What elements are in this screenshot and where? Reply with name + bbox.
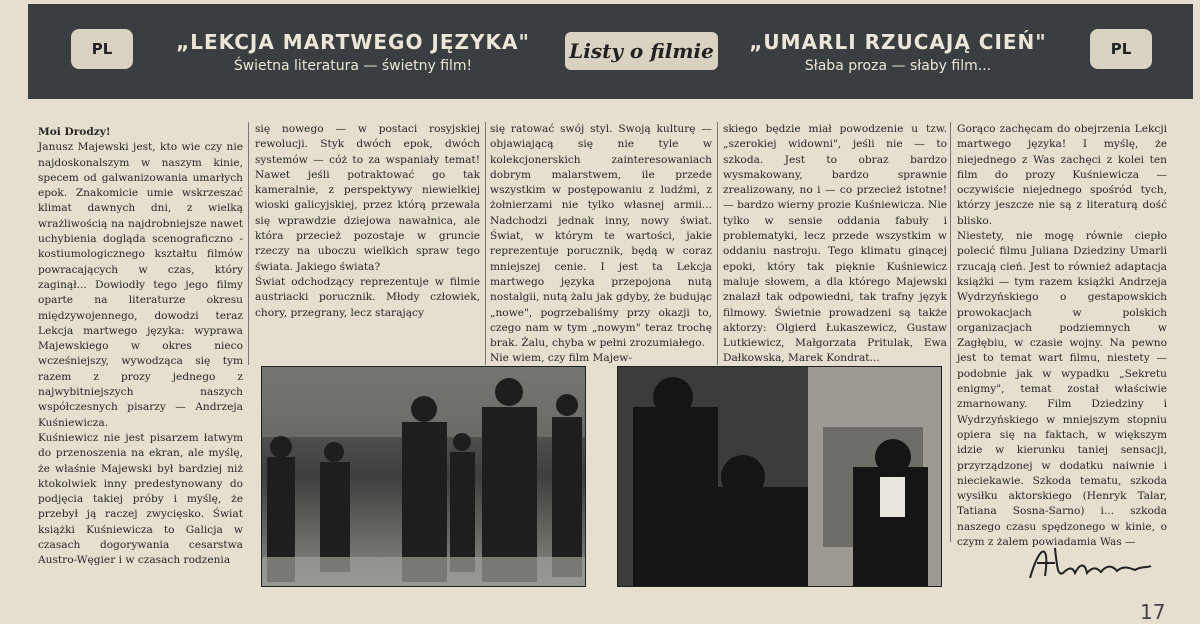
greeting: Moi Drodzy!	[38, 126, 111, 138]
column-3-text: się ratować swój styl. Swoją kulturę — objawiającą się nie tyle w kolekcjonerskich zainteresowaniach dobrym malarstwem, ile przede wszystkim w postępowaniu z ludźmi, z żołnierzami nie tylko własnej armii... Nadchodzi jednak inny, nowy świat. Świat, w którym te wartości, jakie reprezentuje porucznik, będą w coraz mniejszej cenie. I jest ta Lekcja martwego języka przepojona nutą nostalgii, nutą żalu jak gdyby, że budując „nowe", pogrzebaliśmy przy okazji to, czego nam w tym „nowym" teraz trochę brak. Żalu, chyba w pełni zrozumiałego. Nie wiem, czy film Majew-	[490, 123, 712, 365]
column-divider	[248, 122, 249, 365]
left-header-title: „LEKCJA MARTWEGO JĘZYKA"	[176, 30, 530, 54]
column-5	[957, 122, 1167, 549]
right-header	[728, 30, 1068, 74]
article-header	[28, 4, 1193, 99]
left-header	[158, 30, 548, 74]
author-signature	[1025, 538, 1155, 588]
column-1-text: Janusz Majewski jest, kto wie czy nie najdoskonalszym w naszym kinie, specem od galwanizowania umarłych epok. Znakomicie umie wskrzeszać klimat dawnych dni, z wielką wrażliwością na najdrobniejsze nawet uchybienia dogląda scenograficzno - kostiumologicznego kształtu filmów powracających w czas, który zaginął... Dowiodły tego jego filmy oparte na literaturze okresu międzywojennego, dowodzi teraz Lekcja martwego języka: wyprawa Majewskiego w okres nieco wcześniejszy, wywodząca się tym razem z prozy jednego z najwybitniejszych naszych współczesnych pisarzy — Andrzeja Kuśniewicza. Kuśniewicz nie jest pisarzem łatwym do przenoszenia na ekran, ale myślę, że właśnie Majewski był bardziej niż ktokolwiek inny predestynowany do podjęcia takiej próby i myślę, że przebył ją raczej zwycięsko. Świat książki Kuśniewicza to Galicja w czasach dogorywania cesarstwa Austro-Węgier i w czasach rodzenia	[38, 141, 243, 567]
column-4-text: skiego będzie miał powodzenie u tzw. „szerokiej widowni", jeśli nie — to szkoda. Jest to obraz bardzo wysmakowany, bardzo sprawnie zrealizowany, no i — co przecież istotne! — bardzo wierny prozie Kuśniewicza. Nie tylko w sensie oddania fabuły i problematyki, lecz przede wszystkim w oddaniu nastroju. Tego klimatu ginącej epoki, który tak pięknie Kuśniewicz maluje słowem, a dla którego Majewski znalazł tak odpowiedni, tak trafny język filmowy. Świetnie prowadzeni są także aktorzy: Olgierd Łukaszewicz, Gustaw Lutkiewicz, Małgorzata Pritulak, Ewa Dałkowska, Marek Kondrat...	[723, 123, 947, 365]
column-5-text: Gorąco zachęcam do obejrzenia Lekcji martwego języka! I myślę, że niejednego z Was zachęci z kolei ten film do prozy Kuśniewicza — oczywiście niejednego spośród tych, którzy jeszcze nie są z literaturą dość blisko. Niestety, nie mogę równie ciepło polecić filmu Juliana Dziedziny Umarli rzucają cień. Jest to również adaptacja książki — tym razem książki Andrzeja Wydrzyńskiego o gestapowskich prowokacjach w polskich organizacjach podziemnych w Zagłębiu, w czasie wojny. Na pewno jest to temat wart filmu, niestety — podobnie jak w wypadku „Sekretu enigmy", temat został właściwie zmarnowany. Film Dziedziny i Wydrzyńskiego w mniejszym stopniu opiera się na faktach, w większym idzie w kierunku taniej sensacji, przyrządzonej w dodatku naiwnie i nieciekawie. Szkoda tematu, szkoda wysiłku aktorskiego (Henryk Talar, Tatiana Sosna-Sarno) i... szkoda naszego czasu spędzonego w kinie, o czym z żalem powiadamia Was —	[957, 123, 1167, 549]
left-header-subtitle: Świetna literatura — świetny film!	[233, 58, 473, 74]
men-photo-image	[618, 367, 941, 586]
column-1	[38, 125, 243, 605]
column-divider	[717, 122, 718, 365]
section-title-box: Listy o filmie	[565, 32, 718, 70]
film-still-men-photo	[617, 366, 942, 587]
film-still-soldiers-photo	[261, 366, 586, 587]
column-3	[490, 122, 712, 365]
right-header-subtitle: Słaba proza — słaby film...	[804, 58, 992, 74]
column-4	[723, 122, 947, 365]
column-2	[255, 122, 480, 362]
pl-badge-left: PL	[71, 29, 133, 69]
column-divider	[485, 122, 486, 365]
column-divider	[950, 122, 951, 542]
soldiers-photo-image	[262, 367, 585, 586]
page-number: 17	[1140, 600, 1166, 624]
column-2-text: się nowego — w postaci rosyjskiej rewolucji. Styk dwóch epok, dwóch systemów — cóż to za wspaniały temat! Nawet jeśli potraktować go tak kameralnie, z perspektywy niewielkiej wioski galicyjskiej, przez którą przewala się wprawdzie dziejowa nawałnica, ale która przecież pozostaje w gruncie rzeczy na uboczu wielkich spraw tego świata. Jakiego świata? Świat odchodzący reprezentuje w filmie austriacki porucznik. Młody człowiek, chory, przegrany, lecz starający	[255, 123, 480, 319]
right-header-title: „UMARLI RZUCAJĄ CIEŃ"	[749, 30, 1047, 54]
pl-badge-right: PL	[1090, 29, 1152, 69]
